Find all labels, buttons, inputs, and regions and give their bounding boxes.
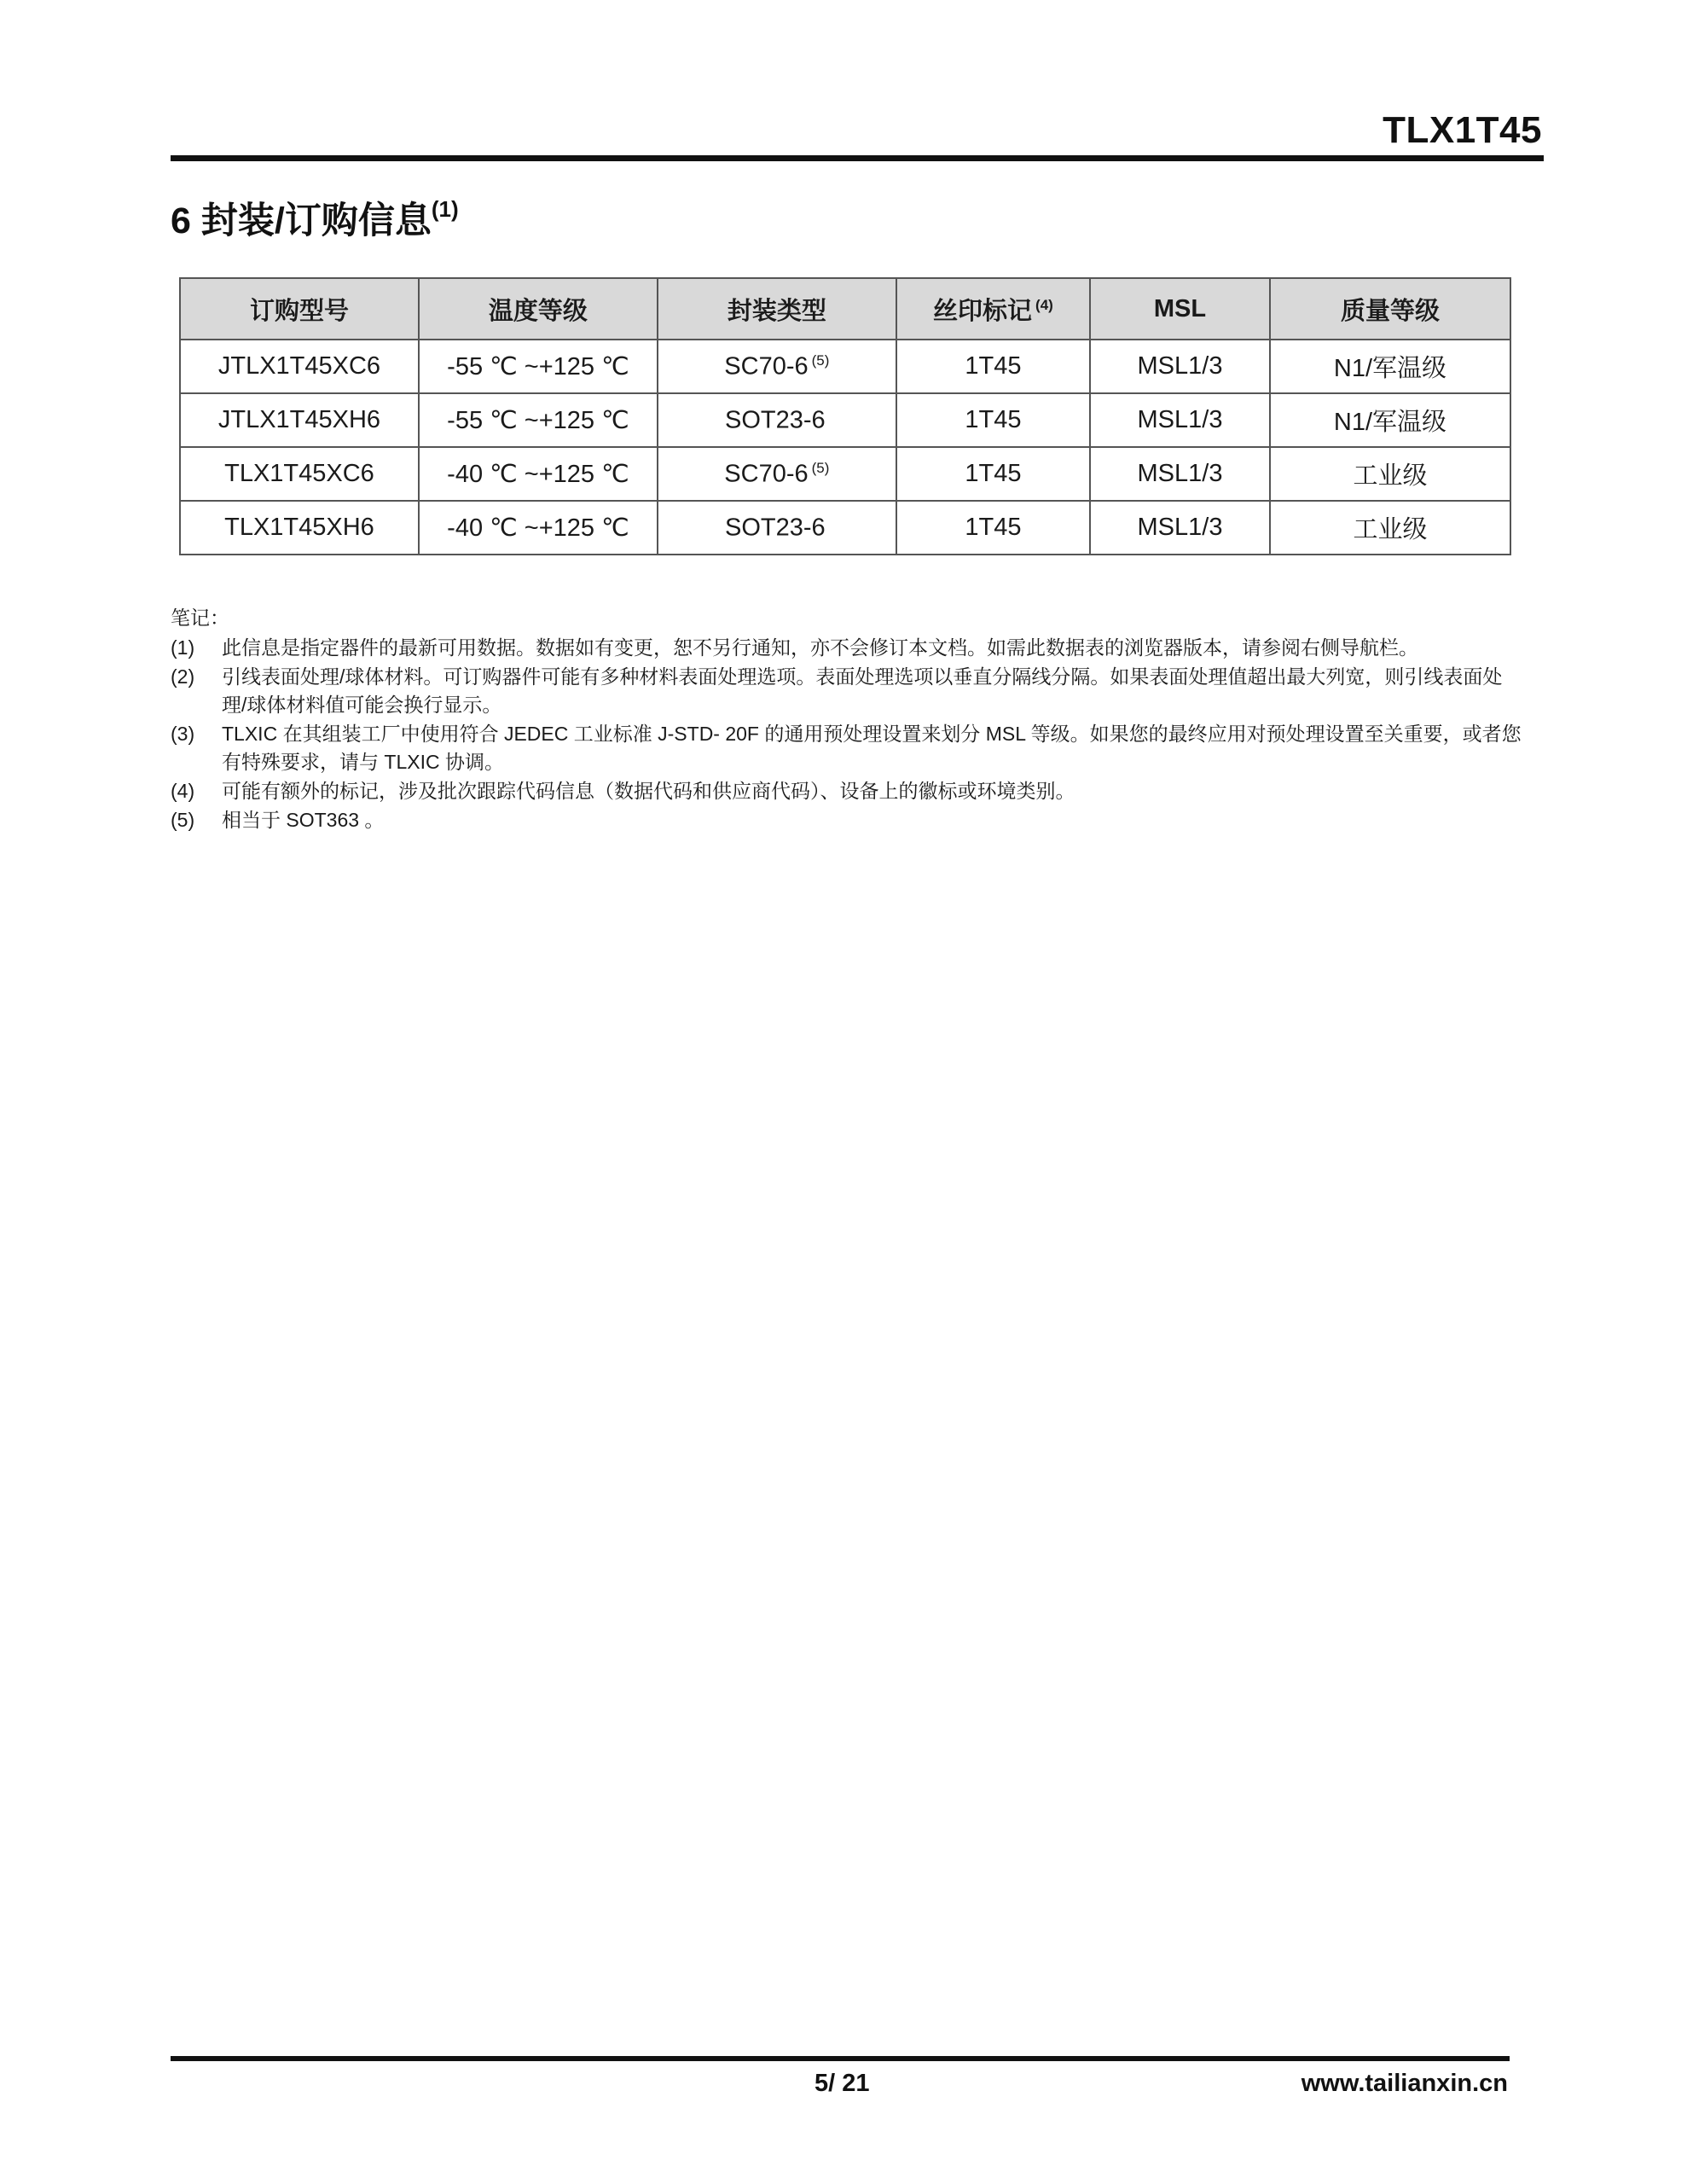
note-number: (3) [171, 723, 195, 745]
note-number: (4) [171, 780, 195, 802]
cell-grade: N1/军温级 [1270, 393, 1510, 447]
ordering-info-table [179, 277, 1511, 555]
cell-marking: 1T45 [896, 393, 1090, 447]
note-item [171, 777, 1527, 805]
cell-msl: MSL1/3 [1090, 340, 1270, 393]
note-number: (5) [171, 809, 195, 831]
cell-temperature: -55 ℃ ~+125 ℃ [419, 340, 658, 393]
marking-footnote-ref: (4) [1035, 296, 1053, 313]
note-item [171, 663, 1527, 719]
column-header-part-number: 订购型号 [180, 278, 419, 340]
cell-package: SC70-6 $^{(5)}$ [658, 340, 896, 393]
table-row [180, 501, 1510, 555]
table-row [180, 340, 1510, 393]
note-text: 相当于 SOT363 。 [222, 809, 385, 831]
cell-temperature: -55 ℃ ~+125 ℃ [419, 393, 658, 447]
table-row [180, 393, 1510, 447]
header-divider [171, 155, 1544, 161]
cell-part-number: JTLX1T45XH6 [180, 393, 419, 447]
cell-grade: N1/军温级 [1270, 340, 1510, 393]
cell-grade: 工业级 [1270, 501, 1510, 555]
cell-msl: MSL1/3 [1090, 501, 1270, 555]
note-text: 引线表面处理/球体材料。可订购器件可能有多种材料表面处理选项。表面处理选项以垂直分隔线分隔。如果表面处理值超出最大列宽，则引线表面处理/球体材料值可能会换行显示。 [222, 665, 1503, 716]
cell-part-number: JTLX1T45XC6 [180, 340, 419, 393]
column-header-grade: 质量等级 [1270, 278, 1510, 340]
note-item [171, 806, 1527, 834]
cell-temperature: -40 ℃ ~+125 ℃ [419, 447, 658, 501]
note-item [171, 634, 1527, 662]
note-item [171, 720, 1527, 776]
cell-marking: 1T45 [896, 340, 1090, 393]
cell-part-number: TLX1T45XC6 [180, 447, 419, 501]
note-number: (2) [171, 665, 195, 688]
section-title: 封装/订购信息 [200, 200, 432, 241]
footer-divider [171, 2056, 1510, 2061]
section-footnote-ref: (1) [431, 195, 459, 222]
table-row [180, 447, 1510, 501]
package-footnote-ref: (5) [811, 351, 830, 369]
column-header-marking: 丝印标记 $^{(4)}$ [896, 278, 1090, 340]
column-header-temperature: 温度等级 [419, 278, 658, 340]
package-footnote-ref: (5) [811, 459, 830, 476]
table-header-row [180, 278, 1510, 340]
cell-marking: 1T45 [896, 501, 1090, 555]
column-header-package: 封装类型 [658, 278, 896, 340]
column-header-msl: MSL [1090, 278, 1270, 340]
note-text: TLXIC 在其组装工厂中使用符合 JEDEC 工业标准 J-STD- 20F 的通用预处理设置来划分 MSL 等级。如果您的最终应用对预处理设置至关重要，或者您有特殊要求，请与 TLXIC 协调。 [222, 723, 1522, 773]
note-text: 可能有额外的标记，涉及批次跟踪代码信息（数据代码和供应商代码）、设备上的徽标或环境类别。 [222, 780, 1075, 802]
note-number: (1) [171, 636, 195, 659]
cell-temperature: -40 ℃ ~+125 ℃ [419, 501, 658, 555]
section-heading [171, 192, 459, 244]
cell-grade: 工业级 [1270, 447, 1510, 501]
cell-package: SOT23-6 [658, 501, 896, 555]
notes-title: 笔记： [171, 607, 229, 629]
cell-msl: MSL1/3 [1090, 393, 1270, 447]
cell-package: SOT23-6 [658, 393, 896, 447]
cell-marking: 1T45 [896, 447, 1090, 501]
notes-section [171, 604, 1527, 835]
cell-part-number: TLX1T45XH6 [180, 501, 419, 555]
section-number: 6 [171, 200, 191, 241]
note-text: 此信息是指定器件的最新可用数据。数据如有变更，恕不另行通知，亦不会修订本文档。如需此数据表的浏览器版本，请参阅右侧导航栏。 [222, 636, 1418, 659]
document-title: TLX1T45 [1383, 109, 1542, 151]
website-link[interactable]: www.tailianxin.cn [1301, 2070, 1508, 2097]
page-number: 5/ 21 [815, 2070, 870, 2097]
cell-msl: MSL1/3 [1090, 447, 1270, 501]
cell-package: SC70-6 $^{(5)}$ [658, 447, 896, 501]
